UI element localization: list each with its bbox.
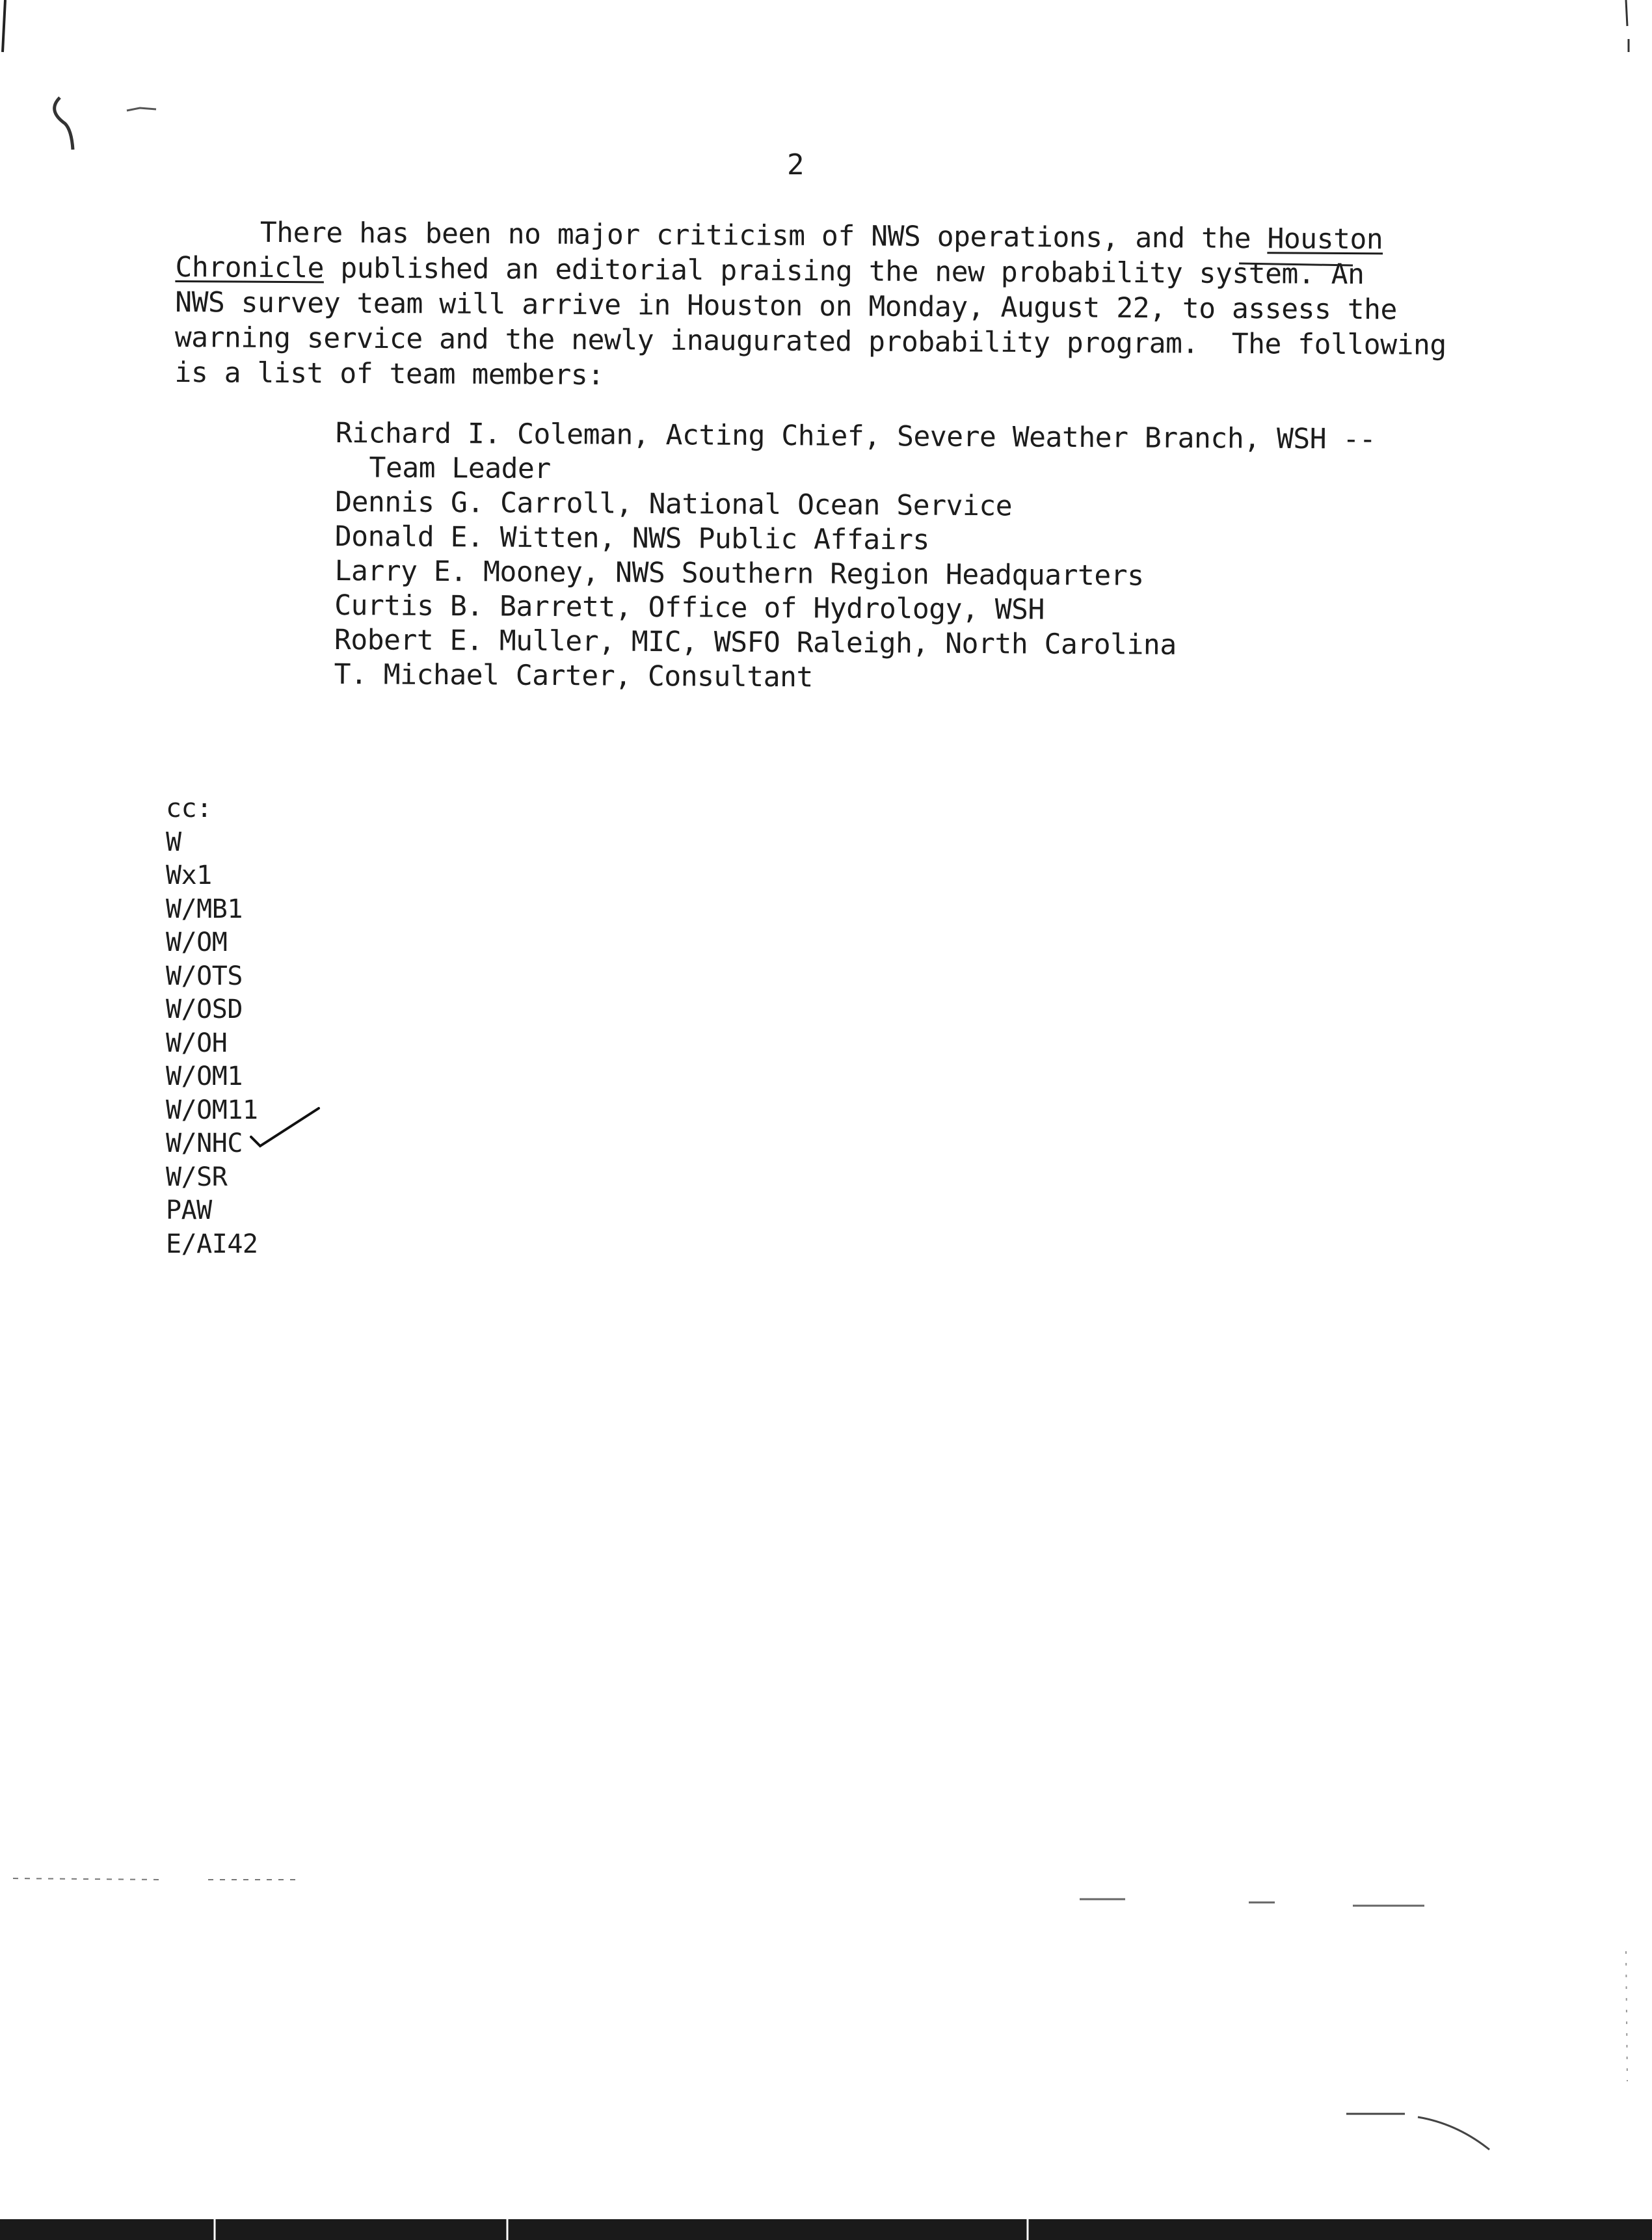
cc-recipient: Wx1 — [166, 860, 212, 890]
team-member-text: Richard I. Coleman, Acting Chief, Severe Weather Branch, WSH -- — [335, 417, 1376, 456]
team-member: T. Michael Carter, Consultant — [334, 658, 813, 694]
team-member: Curtis B. Barrett, Office of Hydrology, WSH — [334, 589, 1045, 626]
team-member: Dennis G. Carroll, National Ocean Service — [335, 485, 1013, 523]
cc-recipient: W/OTS — [166, 961, 243, 991]
cc-recipient: W/OM11 — [166, 1095, 258, 1125]
cc-recipient: PAW — [166, 1195, 212, 1225]
cc-recipient: W/MB1 — [166, 894, 243, 924]
paragraph-line: warning service and the newly inaugurated probability program. The following — [174, 321, 1446, 362]
cc-recipient: E/AI42 — [166, 1229, 258, 1259]
team-member: Robert E. Muller, MIC, WSFO Raleigh, North Carolina — [334, 623, 1177, 661]
cc-recipient: W/SR — [166, 1162, 228, 1192]
checkmark-icon — [247, 1106, 325, 1158]
team-member-list — [334, 416, 1441, 699]
text-run: There has been no major criticism of NWS operations, and the — [260, 216, 1268, 256]
paragraph-line: NWS survey team will arrive in Houston on Monday, August 22, to assess the — [175, 286, 1398, 327]
cc-recipient: W/OM — [166, 927, 228, 957]
underlined-title: Chronicle — [175, 250, 325, 285]
underlined-title: Houston — [1267, 222, 1383, 256]
cc-recipient: W/NHC — [166, 1128, 243, 1158]
underline-stroke — [0, 0, 1652, 325]
cc-list — [166, 792, 258, 1261]
cc-recipient: W — [166, 827, 181, 857]
team-member: Larry E. Mooney, NWS Southern Region Headquarters — [334, 554, 1144, 593]
team-member: Donald E. Witten, NWS Public Affairs — [334, 520, 929, 557]
team-member — [335, 416, 1441, 492]
page-number: 2 — [787, 148, 805, 181]
cc-recipient: W/OH — [166, 1028, 228, 1058]
team-member-continuation: Team Leader — [369, 451, 551, 486]
cc-recipient: W/OM1 — [166, 1061, 243, 1091]
paragraph-line: is a list of team members: — [174, 356, 604, 392]
cc-label: cc: — [166, 793, 212, 823]
cc-recipient: W/OSD — [166, 994, 243, 1024]
text-run: published an editorial praising the new probability system. An — [323, 252, 1365, 291]
